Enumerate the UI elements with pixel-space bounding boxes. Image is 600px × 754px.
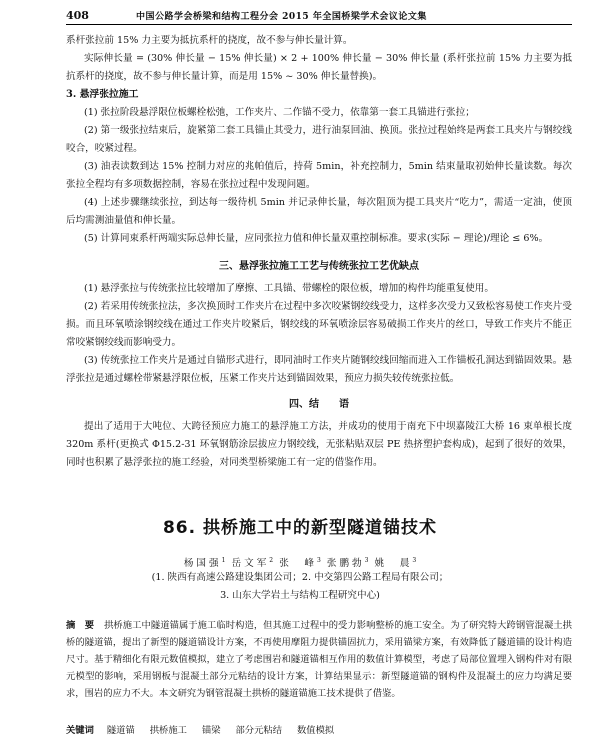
section-heading: 三、悬浮张拉施工工艺与传统张拉工艺优缺点 bbox=[219, 261, 419, 272]
keyword: 部分元粘结 bbox=[235, 725, 282, 736]
author: 姚 晨$^3$ bbox=[374, 557, 417, 570]
list-item: (4) 上述步骤继续张拉，到达每一级待机 5min 并记录伸长量，每次阻顶为提工具夹片“吃力”，需适一定油，使顶后均需测油量值和伸长量。 bbox=[66, 197, 572, 226]
list-item: (5) 计算同束系杆两端实际总伸长量，应同张拉力值和伸长量双重控制标准。要求(实际 − 理论)/理论 ≤ 6%。 bbox=[84, 233, 549, 244]
author: 杨国强$^1$ bbox=[183, 557, 226, 570]
keyword: 隧道锚 bbox=[106, 725, 135, 736]
list-item: (2) 第一级张拉结束后，旋紧第二套工具锚止其受力，进行油泵回油、换顶。张拉过程始终是两套工具夹片与钢绞线咬合，咬紧过程。 bbox=[66, 125, 572, 154]
author: 岳文军$^2$ bbox=[231, 557, 274, 570]
list-item: (2) 若采用传统张拉法，多次换顶时工作夹片在过程中多次咬紧钢绞线受力，这样多次受力又致松容易使工作夹片受损。而且环氧喷涂钢绞线在通过工作夹片咬紧后，钢绞线的环氧喷涂层容易破损工作夹片的丝口，导致工作夹片不能正常咬紧钢绞线而影响受力。 bbox=[66, 301, 572, 348]
section-heading: 四、结 语 bbox=[289, 399, 349, 410]
paragraph: 系杆张拉前 15% 力主要为抵抗系杆的挠度，故不参与伸长量计算。 bbox=[66, 35, 353, 46]
list-item: (1) 张拉阶段悬浮限位板螺栓松弛，工作夹片、二作锚不受力，依靠第一套工具锚进行张拉； bbox=[84, 107, 475, 118]
subsection-heading: 3. 悬浮张拉施工 bbox=[66, 89, 139, 100]
body-text bbox=[66, 32, 572, 472]
keyword: 拱桥施工 bbox=[149, 725, 187, 736]
author: 张鹏勃$^3$ bbox=[326, 557, 369, 570]
affiliation-line: 3. 山东大学岩土与结构工程研究中心) bbox=[220, 590, 380, 601]
header-rule bbox=[66, 24, 572, 25]
list-item: (3) 传统张拉工作夹片是通过自锚形式进行，即同油时工作夹片随钢绞线回缩而进入工作锚板孔洞达到锚固效果。悬浮张拉是通过螺栓带紧悬浮限位板，压紧工作夹片达到锚固效果，预应力损失较传统张拉低。 bbox=[66, 355, 572, 384]
page-number: 408 bbox=[66, 9, 89, 22]
keyword: 锚梁 bbox=[201, 725, 221, 736]
abstract bbox=[66, 617, 572, 702]
author: 张 峰$^3$ bbox=[279, 557, 321, 570]
list-item: (3) 油表读数到达 15% 控制力对应的兆帕值后，持荷 5min，补充控制力，5min 结束量取初始伸长量读数。每次张拉全程均有多项数据控制，容易在张拉过程中发现问题。 bbox=[66, 161, 572, 190]
affiliation-line: (1. 陕西有高速公路建设集团公司；2. 中交第四公路工程局有限公司； bbox=[151, 572, 449, 583]
article-title: 86. 拱桥施工中的新型隧道锚技术 bbox=[162, 518, 438, 538]
keywords bbox=[66, 722, 572, 739]
keywords-label: 关键词 bbox=[66, 725, 94, 736]
page-header bbox=[0, 0, 600, 26]
paragraph: 提出了适用于大吨位、大跨径预应力施工的悬浮施工方法，并成功的使用于南充下中坝嘉陵江大桥 16 束单根长度 320m 系杆(更换式 Φ15.2-31 环氧钢筋涂层拔应力钢绞线，无张粘贴双层 PE 热挤塑护套构成)，起到了很好的效果，同时也积累了悬浮张拉的施工经验，对同类型桥梁施工有一定的借鉴作用。 bbox=[66, 421, 572, 468]
list-item: (1) 悬浮张拉与传统张拉比较增加了摩擦、工具锚、带螺栓的限位板，增加的构件均能重复使用。 bbox=[84, 283, 494, 294]
abstract-label: 摘 要 bbox=[66, 620, 95, 631]
running-title: 中国公路学会桥梁和结构工程分会 2015 年全国桥梁学术会议论文集 bbox=[136, 12, 427, 22]
paragraph: 实际伸长量 = (30% 伸长量 − 15% 伸长量) × 2 + 100% 伸长量 − 30% 伸长量 (系杆张拉前 15% 力主要为抵抗系杆的挠度，故不参与伸长量计算，而是用 15% ~ 30% 伸长量替换)。 bbox=[66, 53, 572, 82]
abstract-text: 拱桥施工中隧道锚属于施工临时构造，但其施工过程中的受力影响整桥的施工安全。为了研究特大跨钢管混凝土拱桥的隧道锚，提出了新型的隧道锚设计方案，不再使用摩阻力提供锚固抗力，采用锚梁方案，有效降低了隧道锚的设计构造尺寸。基于精细化有限元数值模拟，建立了考虑围岩和隧道锚相互作用的数值计算模型，考虑了局部位置埋入钢构件对有限元模型的影响，采用钢板与混凝土部分元粘结的设计方案，计算结果显示：新型隧道锚的钢构件及混凝土的应力均满足要求，围岩的应力不大。本文研究为钢管混凝土拱桥的隧道锚施工技术提供了借鉴。 bbox=[66, 620, 572, 699]
keyword: 数值模拟 bbox=[296, 725, 335, 736]
